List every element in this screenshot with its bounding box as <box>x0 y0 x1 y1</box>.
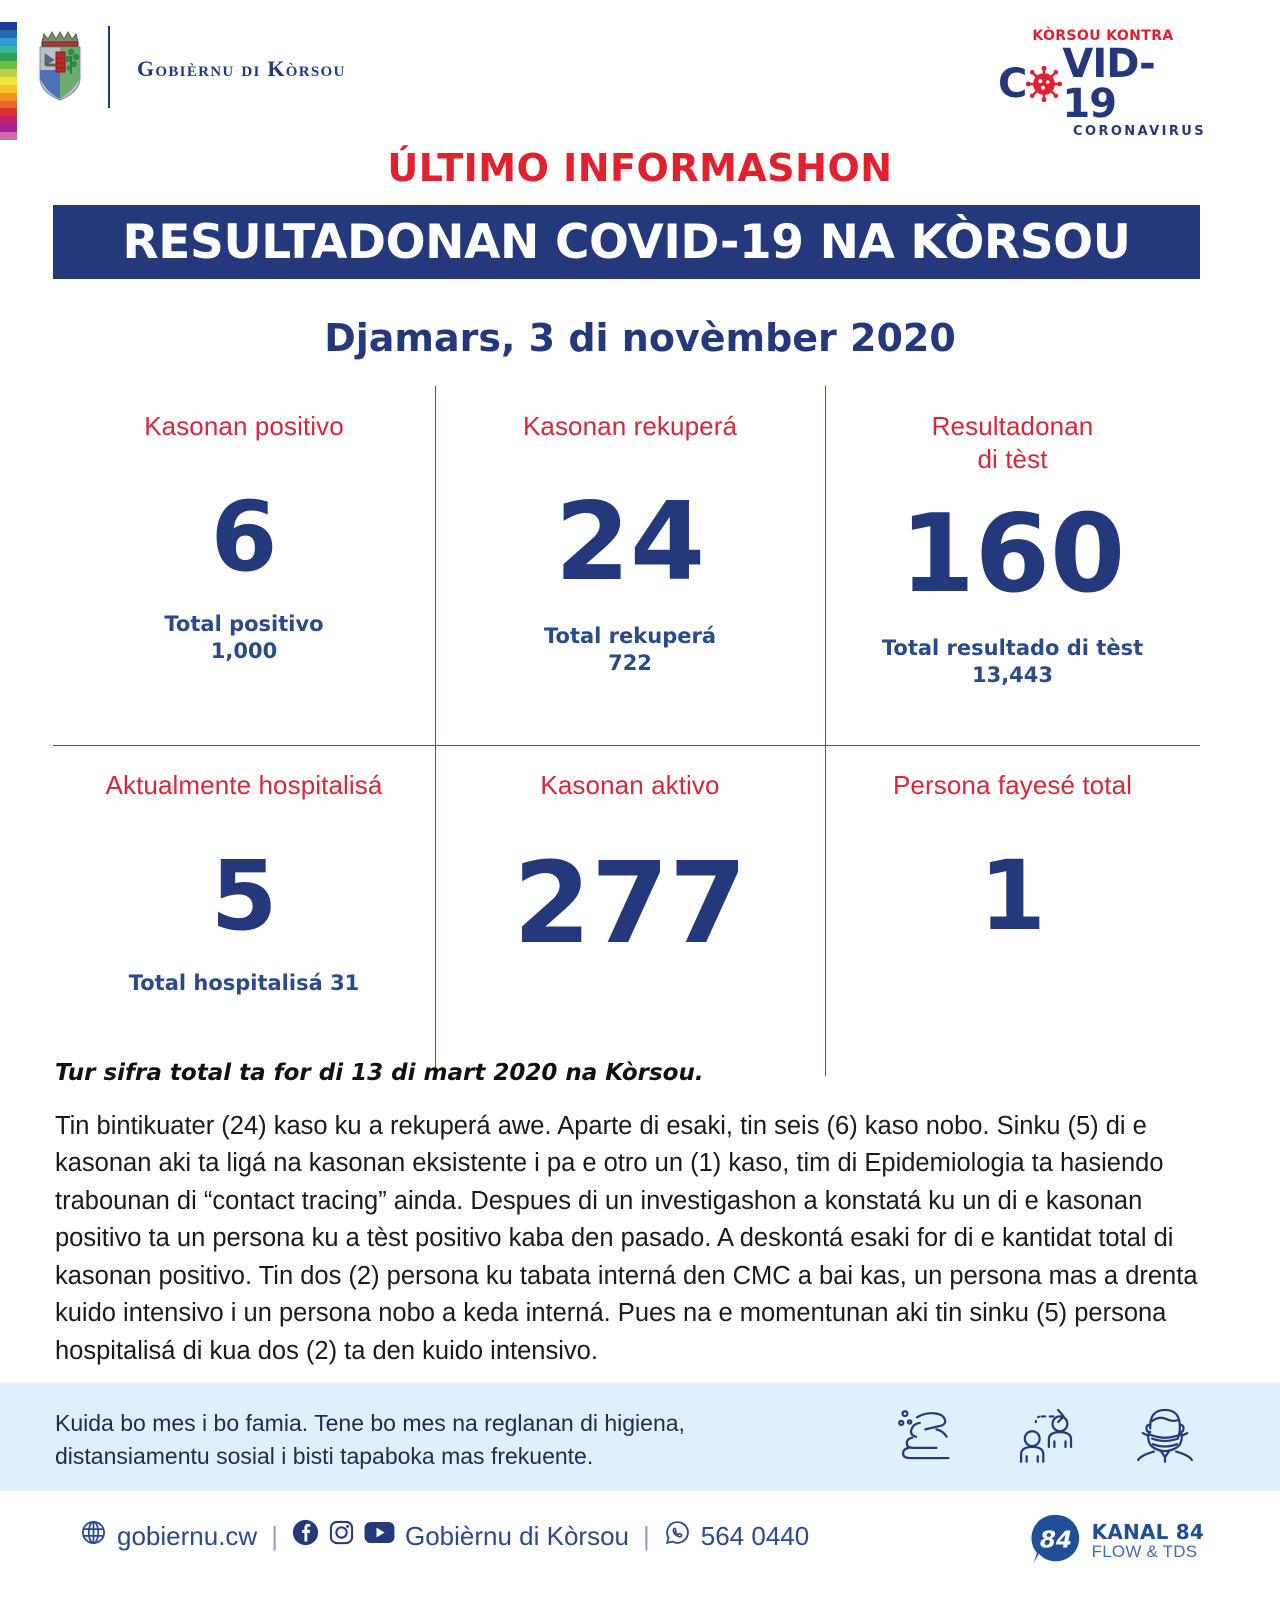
whatsapp-icon[interactable] <box>664 1519 691 1553</box>
report-date: Djamars, 3 di novèmber 2020 <box>324 316 956 360</box>
narrative-body: Tin bintikuater (24) kaso ku a rekuperá awe. Aparte di esaki, tin seis (6) kaso nobo. Sinku (5) di e kasonan aki ta ligá na kasonan eksistente i pa e otro un (1) kaso, tim di Epidemiologia ta hasiendo trabounan di “contact tracing” ainda. Despues di un investigashon a konstatá ku un di e kasonan positivo ta un persona ku a tèst positivo kaba den pasado. A deskontá esaki for di e kantidat total di kasonan positivo. Tin dos (2) persona ku tabata interná den CMC a bai kas, un persona mas a drenta kuido intensivo i un persona nobo a keda interná. Pues na e momentunan aki tin sinku (5) persona hospitalisá di kua dos (2) ta den kuido intensivo. <box>55 1112 1198 1365</box>
svg-text:84: 84 <box>1039 1526 1072 1554</box>
stat-sub-line2: 722 <box>608 650 652 675</box>
footer-separator-2: | <box>643 1520 650 1551</box>
stat-label: Resultadonan di tèst <box>931 411 1094 474</box>
kanal84-partner-logo <box>1030 1513 1204 1570</box>
page-title-bar <box>53 205 1200 279</box>
website-link[interactable]: gobiernu.cw <box>117 1520 258 1551</box>
social-distancing-icon <box>1010 1397 1084 1476</box>
stat-card-active-cases <box>435 769 825 969</box>
stat-card-currently-hospitalized <box>53 769 435 997</box>
stat-value: 5 <box>210 839 278 952</box>
color-strip-segment-14 <box>0 132 17 140</box>
kanal84-tagline: FLOW & TDS <box>1091 1542 1198 1562</box>
stat-sub-line1: Total rekuperá <box>544 623 716 648</box>
hygiene-icon-row <box>892 1397 1202 1476</box>
page-title: RESULTADONAN COVID-19 NA KÒRSOU <box>122 214 1131 270</box>
covid-logo-wordmark <box>998 41 1208 127</box>
government-name: Gobièrnu di Kòrsou <box>137 56 346 81</box>
stat-card-recovered-cases <box>435 410 825 677</box>
kanal84-badge-icon <box>1030 1513 1082 1570</box>
globe-icon[interactable] <box>80 1519 107 1553</box>
hand-washing-icon <box>892 1397 966 1476</box>
social-handle[interactable]: Gobièrnu di Kòrsou <box>404 1520 629 1551</box>
stat-card-test-results <box>825 410 1200 690</box>
stat-sub-line2: 1,000 <box>210 638 278 663</box>
stat-value: 24 <box>554 479 706 605</box>
stat-label: Aktualmente hospitalisá <box>105 770 383 800</box>
grid-divider-horizontal <box>53 745 1200 746</box>
stat-card-total-deceased <box>825 769 1200 952</box>
stat-value: 277 <box>513 838 747 969</box>
covid19-campaign-logo <box>998 28 1208 139</box>
stat-value: 1 <box>979 839 1046 952</box>
stat-label: Kasonan rekuperá <box>522 411 738 441</box>
stat-sub-line1: Total resultado di tèst <box>881 636 1144 660</box>
footer-separator-1: | <box>271 1520 278 1551</box>
stat-card-positive-cases <box>53 410 435 665</box>
curacao-coat-of-arms-icon <box>32 28 88 104</box>
stat-sub-line1: Total hospitalisá 31 <box>128 970 360 995</box>
stat-value: 160 <box>899 492 1126 617</box>
facebook-icon[interactable] <box>292 1519 319 1553</box>
coronavirus-particle-icon <box>1025 65 1063 103</box>
narrative-lede: Tur sifra total ta for di 13 di mart 2020 na Kòrsou. <box>55 1060 704 1086</box>
covid-logo-letter-c: C <box>998 61 1027 107</box>
stat-sub-line2: 13,443 <box>971 663 1054 688</box>
youtube-icon[interactable] <box>364 1520 395 1552</box>
page-header <box>0 0 1280 139</box>
covid-logo-rest: VID-19 <box>1062 41 1155 127</box>
covid-logo-kicker: KÒRSOU KONTRA <box>1032 28 1174 44</box>
stat-label: Persona fayesé total <box>892 770 1133 800</box>
stat-label: Kasonan aktivo <box>540 770 720 800</box>
instagram-icon[interactable] <box>328 1519 355 1553</box>
page-footer <box>0 1491 1280 1600</box>
phone-number[interactable]: 564 0440 <box>700 1520 810 1551</box>
kanal84-text-block <box>1092 1522 1204 1561</box>
hygiene-advice-banner <box>0 1383 1280 1491</box>
stat-label: Kasonan positivo <box>144 411 344 441</box>
stat-value: 6 <box>210 480 278 593</box>
covid-logo-subtitle: CORONAVIRUS <box>1073 124 1206 139</box>
page-kicker: ÚLTIMO INFORMASHON <box>387 146 893 190</box>
header-divider <box>108 26 110 108</box>
social-icon-group <box>292 1519 395 1553</box>
statistics-grid <box>53 386 1200 1076</box>
kanal84-name: KANAL 84 <box>1091 1520 1204 1545</box>
stat-sub-line1: Total positivo <box>164 611 324 636</box>
hygiene-advice-text: Kuida bo mes i bo famia. Tene bo mes na reglanan di higiena, distansiamentu sosial i bisti tapaboka mas frekuente. <box>55 1410 685 1469</box>
face-mask-icon <box>1128 1397 1202 1476</box>
footer-contact-row <box>80 1519 809 1553</box>
